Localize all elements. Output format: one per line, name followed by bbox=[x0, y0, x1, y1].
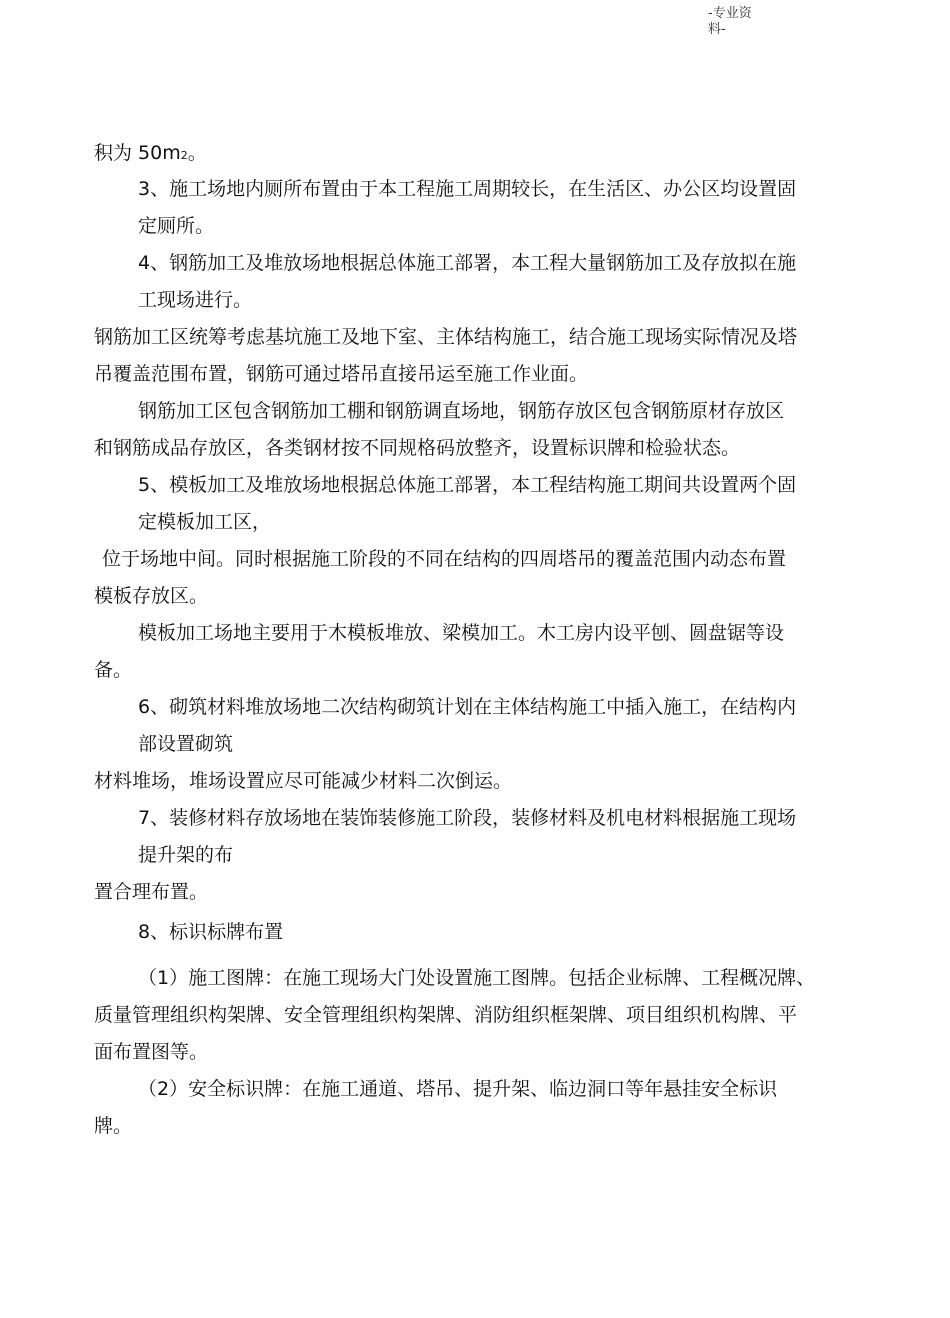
text-line-22: 8、标识标牌布置 bbox=[138, 921, 284, 943]
text-line-8: 钢筋加工区包含钢筋加工棚和钢筋调直场地，钢筋存放区包含钢筋原材存放区 bbox=[138, 400, 785, 422]
text-line-14: 模板加工场地主要用于木模板堆放、梁模加工。木工房内设平刨、圆盘锯等设 bbox=[138, 622, 785, 644]
text-line-24: 质量管理组织构架牌、安全管理组织构架牌、消防组织框架牌、项目组织机构牌、平 bbox=[94, 1004, 798, 1026]
text-line-27: 牌。 bbox=[94, 1115, 133, 1137]
text-line-26: （2）安全标识牌：在施工通道、塔吊、提升架、临边洞口等年悬挂安全标识 bbox=[138, 1078, 778, 1100]
text-line-25: 面布置图等。 bbox=[94, 1041, 209, 1063]
text-line-9: 和钢筋成品存放区，各类钢材按不同规格码放整齐，设置标识牌和检验状态。 bbox=[94, 437, 741, 459]
text-line-1-end: 。 bbox=[187, 142, 207, 164]
text-line-15: 备。 bbox=[94, 659, 133, 681]
text-line-19: 7、装修材料存放场地在装饰装修施工阶段，装修材料及机电材料根据施工现场 bbox=[138, 807, 797, 829]
text-line-21: 置合理布置。 bbox=[94, 881, 209, 903]
text-line-16: 6、砌筑材料堆放场地二次结构砌筑计划在主体结构施工中插入施工，在结构内 bbox=[138, 696, 797, 718]
text-line-6: 钢筋加工区统筹考虑基坑施工及地下室、主体结构施工，结合施工现场实际情况及塔 bbox=[94, 326, 798, 348]
text-line-13: 模板存放区。 bbox=[94, 585, 209, 607]
text-line-5: 工现场进行。 bbox=[138, 289, 253, 311]
text-line-4: 4、钢筋加工及堆放场地根据总体施工部署，本工程大量钢筋加工及存放拟在施 bbox=[138, 252, 797, 274]
text-line-20: 提升架的布 bbox=[138, 844, 234, 866]
text-line-12: 位于场地中间。同时根据施工阶段的不同在结构的四周塔吊的覆盖范围内动态布置 bbox=[102, 548, 787, 570]
text-line-1 bbox=[94, 141, 207, 168]
text-line-2: 3、施工场地内厕所布置由于本工程施工周期较长，在生活区、办公区均设置固 bbox=[138, 178, 797, 200]
header-line-2: 料- bbox=[708, 22, 726, 37]
text-line-3: 定厕所。 bbox=[138, 215, 215, 237]
text-line-10: 5、模板加工及堆放场地根据总体施工部署，本工程结构施工期间共设置两个固 bbox=[138, 474, 797, 496]
text-line-1-sub: 2 bbox=[180, 149, 188, 162]
text-line-1-main: 积为 50m bbox=[94, 142, 181, 164]
text-line-11: 定模板加工区， bbox=[138, 511, 272, 533]
header-line-1: -专业资 bbox=[708, 6, 752, 21]
text-line-18: 材料堆场，堆场设置应尽可能减少材料二次倒运。 bbox=[94, 770, 513, 792]
page-header bbox=[708, 6, 778, 38]
text-line-23: （1）施工图牌：在施工现场大门处设置施工图牌。包括企业标牌、工程概况牌、 bbox=[138, 967, 816, 989]
text-line-7: 吊覆盖范围布置，钢筋可通过塔吊直接吊运至施工作业面。 bbox=[94, 363, 589, 385]
text-line-17: 部设置砌筑 bbox=[138, 733, 234, 755]
